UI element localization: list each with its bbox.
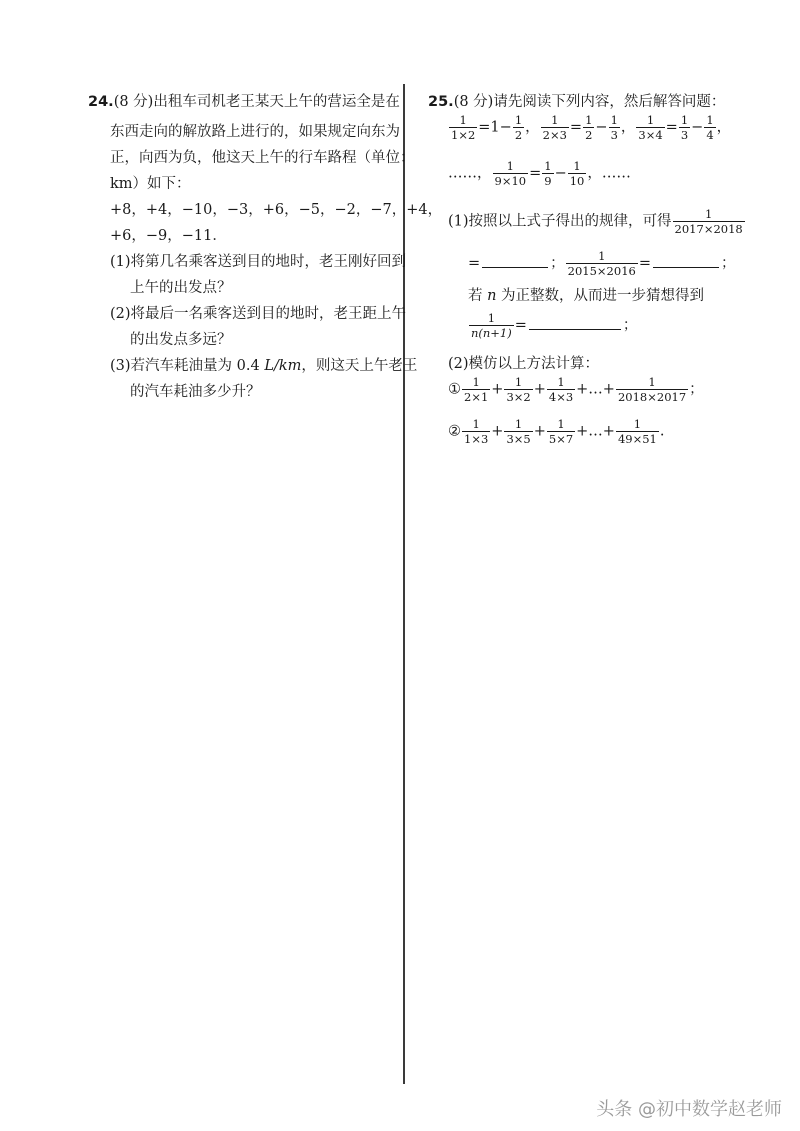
fraction: $\frac{1}{2018\times 2017}$: [617, 375, 687, 405]
q25-part2: (2)模仿以上方法计算：: [448, 356, 600, 372]
watermark: 头条 @初中数学赵老师: [596, 1099, 782, 1120]
q24-values-1: +8，+4，−10，−3，+6，−5，−2，−7，+4，: [110, 202, 443, 218]
fraction: $\frac{1}{10}$: [569, 159, 585, 189]
q25-part1: [448, 208, 746, 235]
answer-blank[interactable]: [529, 317, 621, 330]
fraction: $\frac{1}{2}$: [585, 113, 593, 143]
q24-sub2-cont: 的出发点多远？: [130, 332, 232, 348]
answer-blank[interactable]: [482, 255, 548, 268]
fraction: $\frac{1}{2}$: [514, 113, 523, 143]
q24-sub3-cont: 的汽车耗油多少升？: [130, 384, 261, 400]
fraction: $\frac{1}{2\times 3}$: [542, 113, 567, 143]
q25-header-line: [428, 90, 725, 111]
fraction: $\frac{1}{3\times 4}$: [638, 113, 663, 143]
fraction: $\frac{1}{3\times 2}$: [506, 375, 531, 405]
fraction: $\frac{1}{n(n+1)}$: [471, 311, 512, 341]
q25-examples-1: $\frac{1}{1\times 2}$ =1− $\frac{1}{2}$ ， $\frac{1}{2\times 3}$ = $\frac{1}{2}$ − $\frac{1}{3}$ ， $\frac{1}{3\times 4}$ = $\frac{1}{3}$ − $\frac{1}{4}$ ，: [451, 113, 732, 143]
fraction: $\frac{1}{49\times 51}$: [617, 417, 657, 447]
q25-part1-blanks: = ； $\frac{1}{2015\times 2016}$ = ；: [468, 249, 736, 279]
fraction: $\frac{1}{9}$: [544, 159, 552, 189]
q24-header: (8 分)出租车司机老王某天上午的营运全是在: [113, 94, 400, 110]
q24-sub1-cont: 上午的出发点？: [130, 280, 232, 296]
fraction: $\frac{1}{2\times 1}$: [464, 375, 489, 405]
fraction: $\frac{1}{1\times 3}$: [464, 417, 489, 447]
q25-number: 25.: [428, 94, 454, 110]
fraction: $\frac{1}{3\times 5}$: [506, 417, 531, 447]
fraction: $\frac{1}{4}$: [706, 113, 714, 143]
q24-line-1: 东西走向的解放路上进行的，如果规定向东为: [110, 124, 400, 140]
q25-examples-2: ……， $\frac{1}{9\times 10}$ = $\frac{1}{9}$ − $\frac{1}{10}$ ，……: [448, 159, 631, 189]
fraction: $\frac{1}{3}$: [680, 113, 689, 143]
q25-header: (8 分)请先阅读下列内容，然后解答问题：: [453, 94, 726, 110]
q25-part2-sum1: ① $\frac{1}{2\times 1}$ + $\frac{1}{3\times 2}$ + $\frac{1}{4\times 3}$ +…+ $\frac{1}{2018\times 2017}$ ；: [448, 375, 704, 405]
q24-sub1: (1)将第几名乘客送到目的地时，老王刚好回到: [110, 254, 407, 270]
q24-sub3-unit: L/km: [264, 358, 302, 374]
q24-sub2: (2)将最后一名乘客送到目的地时，老王距上午: [110, 306, 407, 322]
q25-part2-sum2: ② $\frac{1}{1\times 3}$ + $\frac{1}{3\times 5}$ + $\frac{1}{5\times 7}$ +…+ $\frac{1}{49\times 51}$ .: [448, 417, 665, 447]
answer-blank[interactable]: [653, 255, 719, 268]
q25-part1-guess: 若 n 为正整数，从而进一步猜想得到: [468, 288, 705, 304]
fraction: $\frac{1}{2015\times 2016}$: [567, 249, 636, 279]
q24-line-3: km）如下：: [110, 176, 191, 192]
q24-header-line: [88, 90, 400, 111]
fraction: $\frac{1}{9\times 10}$: [494, 159, 527, 189]
fraction: $\frac{1}{2017\times 2018}$: [674, 207, 743, 237]
q24-line-2: 正，向西为负，他这天上午的行车路程（单位：: [110, 150, 415, 166]
q25-part1-general: $\frac{1}{n(n+1)}$ = ；: [471, 311, 638, 341]
q24-number: 24.: [88, 94, 114, 110]
fraction: $\frac{1}{3}$: [610, 113, 618, 143]
q24-sub3: [110, 354, 417, 375]
q24-sub3-post: ，则这天上午老王: [301, 358, 418, 374]
fraction: $\frac{1}{5\times 7}$: [548, 417, 574, 447]
q25-part1-text: (1)按照以上式子得出的规律，可得: [448, 213, 672, 230]
fraction: $\frac{1}{4\times 3}$: [548, 375, 574, 405]
q24-sub3-pre: (3)若汽车耗油量为 0.4: [110, 358, 265, 374]
q24-values-2: +6，−9，−11．: [110, 228, 227, 244]
column-divider: [403, 84, 405, 1084]
fraction: $\frac{1}{1\times 2}$: [451, 113, 476, 143]
